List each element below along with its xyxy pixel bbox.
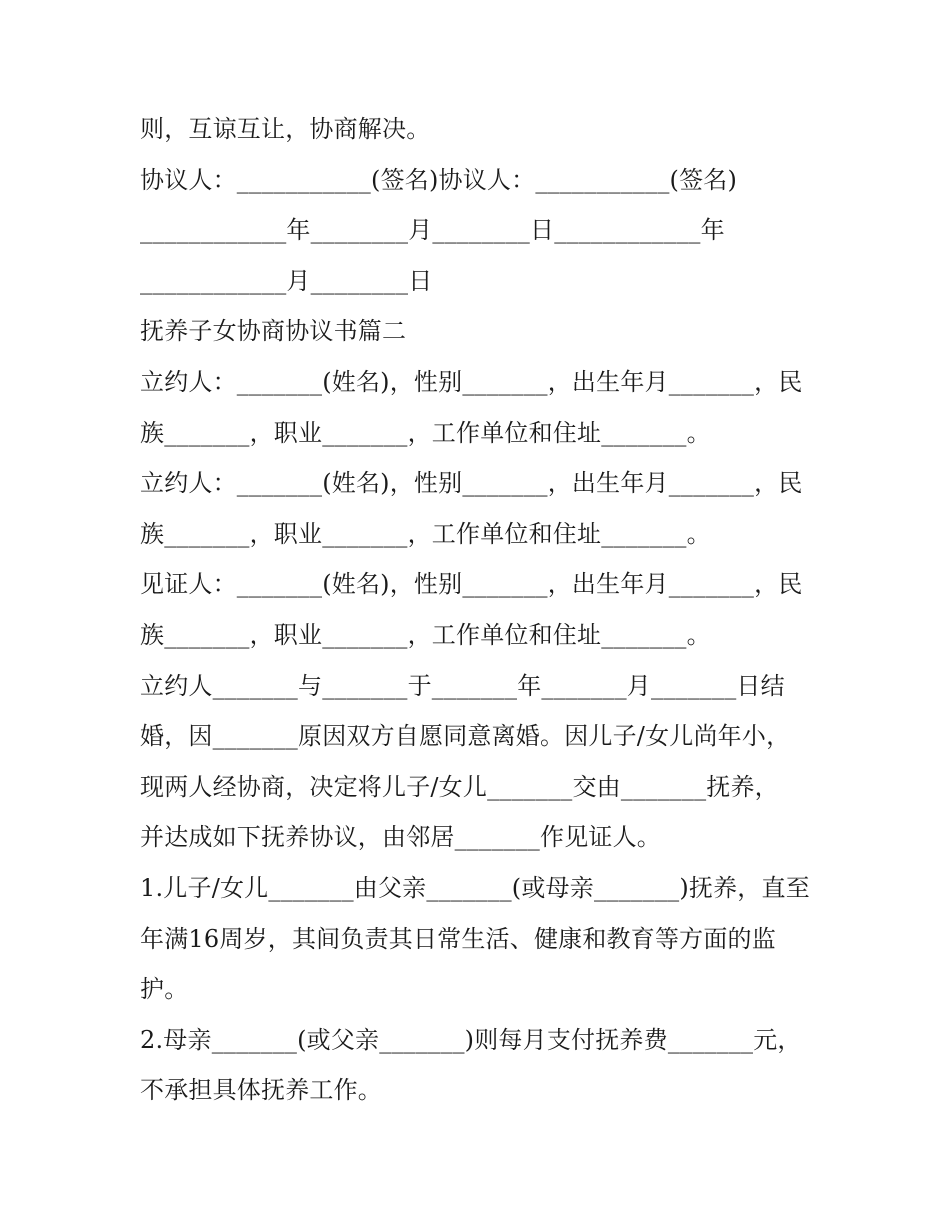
paragraph-line-closing-clause: 则，互谅互让，协商解决。: [140, 115, 431, 143]
section-heading: 抚养子女协商协议书篇二: [140, 317, 407, 346]
paragraph-line-witness: 族_______，职业_______，工作单位和住址_______。: [140, 620, 711, 649]
paragraph-line-body: 现两人经协商，决定将儿子/女儿_______交由_______抚养，: [140, 772, 779, 801]
paragraph-line-signatures: 协议人：___________(签名)协议人：___________(签名): [140, 165, 738, 194]
paragraph-line-body: 并达成如下抚养协议，由邻居_______作见证人。: [140, 823, 661, 852]
paragraph-line-date: ____________年________月________日____________年: [140, 216, 725, 245]
paragraph-line-body: 婚，因_______原因双方自愿同意离婚。因儿子/女儿尚年小，: [140, 722, 791, 751]
document-body: [140, 104, 820, 1116]
paragraph-line-party: 立约人：_______(姓名)，性别_______，出生年月_______，民: [140, 367, 803, 396]
paragraph-line-clause-2: 2.母亲_______(或父亲_______)则每月支付抚养费_______元，: [140, 1025, 802, 1054]
paragraph-line-party: 族_______，职业_______，工作单位和住址_______。: [140, 418, 711, 447]
paragraph-line-witness: 见证人：_______(姓名)，性别_______，出生年月_______，民: [140, 570, 803, 599]
paragraph-line-party: 族_______，职业_______，工作单位和住址_______。: [140, 519, 711, 548]
paragraph-line-clause-2: 不承担具体抚养工作。: [140, 1076, 382, 1105]
paragraph-line-body: 立约人_______与_______于_______年_______月_______日结: [140, 671, 785, 700]
paragraph-line-clause-1: 年满16周岁，其间负责其日常生活、健康和教育等方面的监: [140, 924, 776, 953]
paragraph-line-party: 立约人：_______(姓名)，性别_______，出生年月_______，民: [140, 469, 803, 498]
paragraph-line-clause-1: 1.儿子/女儿_______由父亲_______(或母亲_______)抚养，直至: [140, 873, 810, 902]
paragraph-line-date: ____________月________日: [140, 266, 433, 295]
paragraph-line-clause-1: 护。: [140, 975, 189, 1004]
